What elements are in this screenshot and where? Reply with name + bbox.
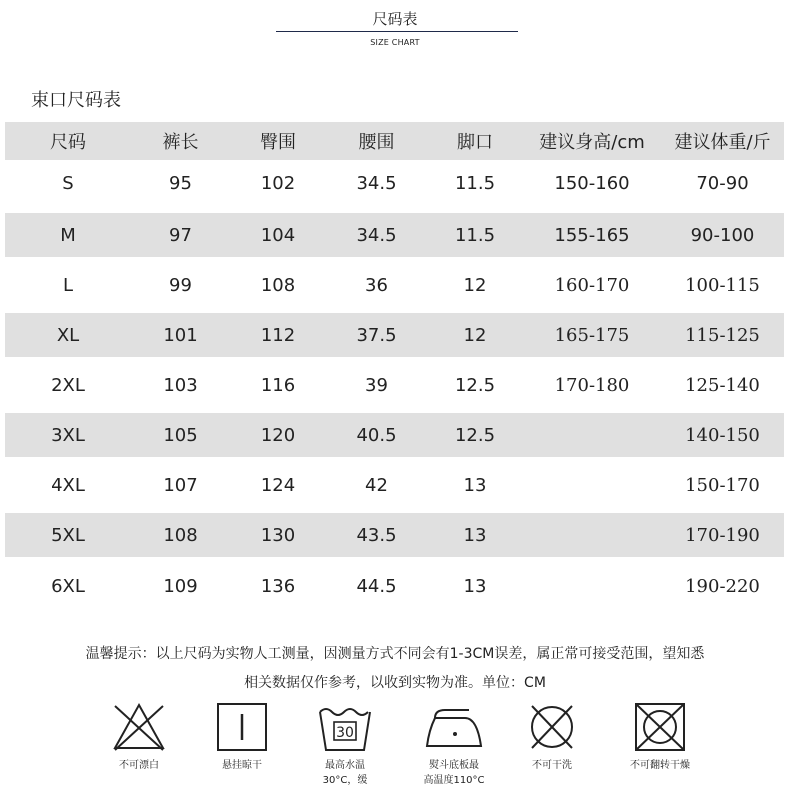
table-cell: 95 — [169, 173, 192, 194]
header — [0, 0, 790, 60]
no-bleach-icon — [111, 700, 167, 754]
header-divider — [276, 31, 518, 32]
wash-temperature: 30 — [336, 725, 354, 741]
care-label: 不可翻转干燥 — [630, 760, 690, 771]
table-cell: 102 — [260, 173, 296, 194]
table-cell: 12 — [463, 274, 487, 296]
table-cell: 108 — [260, 274, 296, 296]
table-cell: 42 — [365, 474, 388, 496]
table-cell: 36 — [365, 274, 388, 296]
column-header: 腰围 — [358, 132, 395, 153]
table-cell: 103 — [163, 374, 198, 396]
unit-note: 相关数据仅作参考，以收到实物为准。单位：CM — [244, 675, 546, 691]
table-row — [5, 310, 784, 360]
table-row — [5, 210, 784, 260]
table-cell: 170-180 — [554, 374, 630, 396]
table-cell: 155-165 — [523, 210, 661, 260]
care-item — [399, 700, 509, 788]
care-item — [605, 700, 715, 773]
column-header: 裤长 — [162, 132, 199, 153]
table-cell: 4XL — [51, 474, 85, 496]
table-cell: 39 — [365, 374, 388, 396]
table-cell: 13 — [463, 576, 487, 597]
wash-30-icon — [317, 700, 373, 754]
table-cell: 136 — [260, 576, 296, 597]
hang-dry-icon — [214, 700, 270, 754]
no-dry-clean-icon — [524, 700, 580, 754]
no-tumble-dry-icon — [632, 700, 688, 754]
table-cell: XL — [5, 310, 131, 360]
care-instructions — [0, 700, 790, 810]
table-cell: 165-175 — [523, 310, 661, 360]
care-item — [187, 700, 297, 773]
care-item — [290, 700, 400, 788]
care-label: 30°C，缓 — [322, 775, 368, 786]
table-row — [5, 160, 784, 210]
table-cell: 2XL — [51, 374, 85, 396]
column-header: 建议身高/cm — [539, 132, 645, 153]
table-cell: 12.5 — [454, 374, 496, 396]
table-cell: 34.5 — [356, 173, 397, 194]
table-cell — [523, 560, 661, 610]
care-label: 熨斗底板最 — [429, 760, 479, 771]
table-row — [5, 460, 784, 510]
table-cell: 70-90 — [696, 173, 749, 194]
table-cell: 109 — [163, 576, 198, 597]
table-cell: L — [62, 274, 74, 296]
table-cell: 12 — [427, 310, 523, 360]
column-header: 建议体重/斤 — [674, 132, 771, 153]
table-cell: 5XL — [5, 510, 131, 560]
table-cell: 99 — [169, 274, 192, 296]
care-label: 最高水温 — [325, 760, 365, 771]
table-cell: 100-115 — [685, 274, 760, 296]
table-cell: 11.5 — [454, 173, 496, 194]
column-header: 臀围 — [260, 132, 296, 153]
care-label: 不可漂白 — [119, 760, 159, 771]
table-cell: 101 — [131, 310, 230, 360]
table-cell: 125-140 — [685, 374, 760, 396]
table-cell: 160-170 — [554, 274, 630, 296]
table-row — [5, 260, 784, 310]
table-cell: 112 — [230, 310, 326, 360]
iron-icon — [421, 700, 487, 754]
table-cell — [523, 460, 661, 510]
table-row — [5, 360, 784, 410]
table-cell: 115-125 — [661, 310, 784, 360]
table-cell: 150-170 — [685, 474, 760, 496]
table-cell: 105 — [131, 410, 230, 460]
table-cell: 13 — [427, 510, 523, 560]
page-subtitle: SIZE CHART — [370, 38, 420, 47]
table-cell: 104 — [230, 210, 326, 260]
table-cell — [523, 410, 661, 460]
table-cell: 44.5 — [356, 576, 397, 597]
table-cell: 43.5 — [326, 510, 427, 560]
table-row — [5, 560, 784, 610]
table-cell: 108 — [131, 510, 230, 560]
column-header: 脚口 — [457, 132, 493, 153]
table-cell — [523, 510, 661, 560]
table-cell: M — [5, 210, 131, 260]
table-cell: 190-220 — [685, 576, 760, 597]
table-title: 束口尺码表 — [31, 90, 121, 111]
table-row — [5, 410, 784, 460]
table-cell: 6XL — [51, 576, 85, 597]
column-header: 尺码 — [50, 132, 86, 153]
table-cell: S — [62, 173, 74, 194]
page-title: 尺码表 — [372, 10, 418, 28]
table-cell: 90-100 — [661, 210, 784, 260]
table-cell: 12.5 — [427, 410, 523, 460]
table-cell: 34.5 — [326, 210, 427, 260]
table-cell: 3XL — [5, 410, 131, 460]
table-cell: 116 — [260, 374, 296, 396]
size-table — [5, 122, 784, 610]
table-cell: 40.5 — [326, 410, 427, 460]
care-label: 高温度110°C — [423, 775, 485, 786]
care-item — [497, 700, 607, 773]
table-row — [5, 510, 784, 560]
table-cell: 97 — [131, 210, 230, 260]
table-header-row — [5, 122, 784, 160]
care-item — [84, 700, 194, 773]
table-cell: 140-150 — [661, 410, 784, 460]
table-cell: 130 — [230, 510, 326, 560]
measurement-note: 温馨提示：以上尺码为实物人工测量，因测量方式不同会有1-3CM误差，属正常可接受范围，望知悉 — [85, 646, 705, 662]
table-cell: 170-190 — [661, 510, 784, 560]
table-cell: 13 — [463, 474, 487, 496]
table-cell: 107 — [163, 474, 198, 496]
table-cell: 11.5 — [427, 210, 523, 260]
care-label: 不可干洗 — [532, 760, 572, 771]
table-cell: 124 — [260, 474, 296, 496]
care-label: 悬挂晾干 — [222, 760, 262, 771]
table-cell: 150-160 — [554, 173, 630, 194]
table-cell: 37.5 — [326, 310, 427, 360]
table-cell: 120 — [230, 410, 326, 460]
